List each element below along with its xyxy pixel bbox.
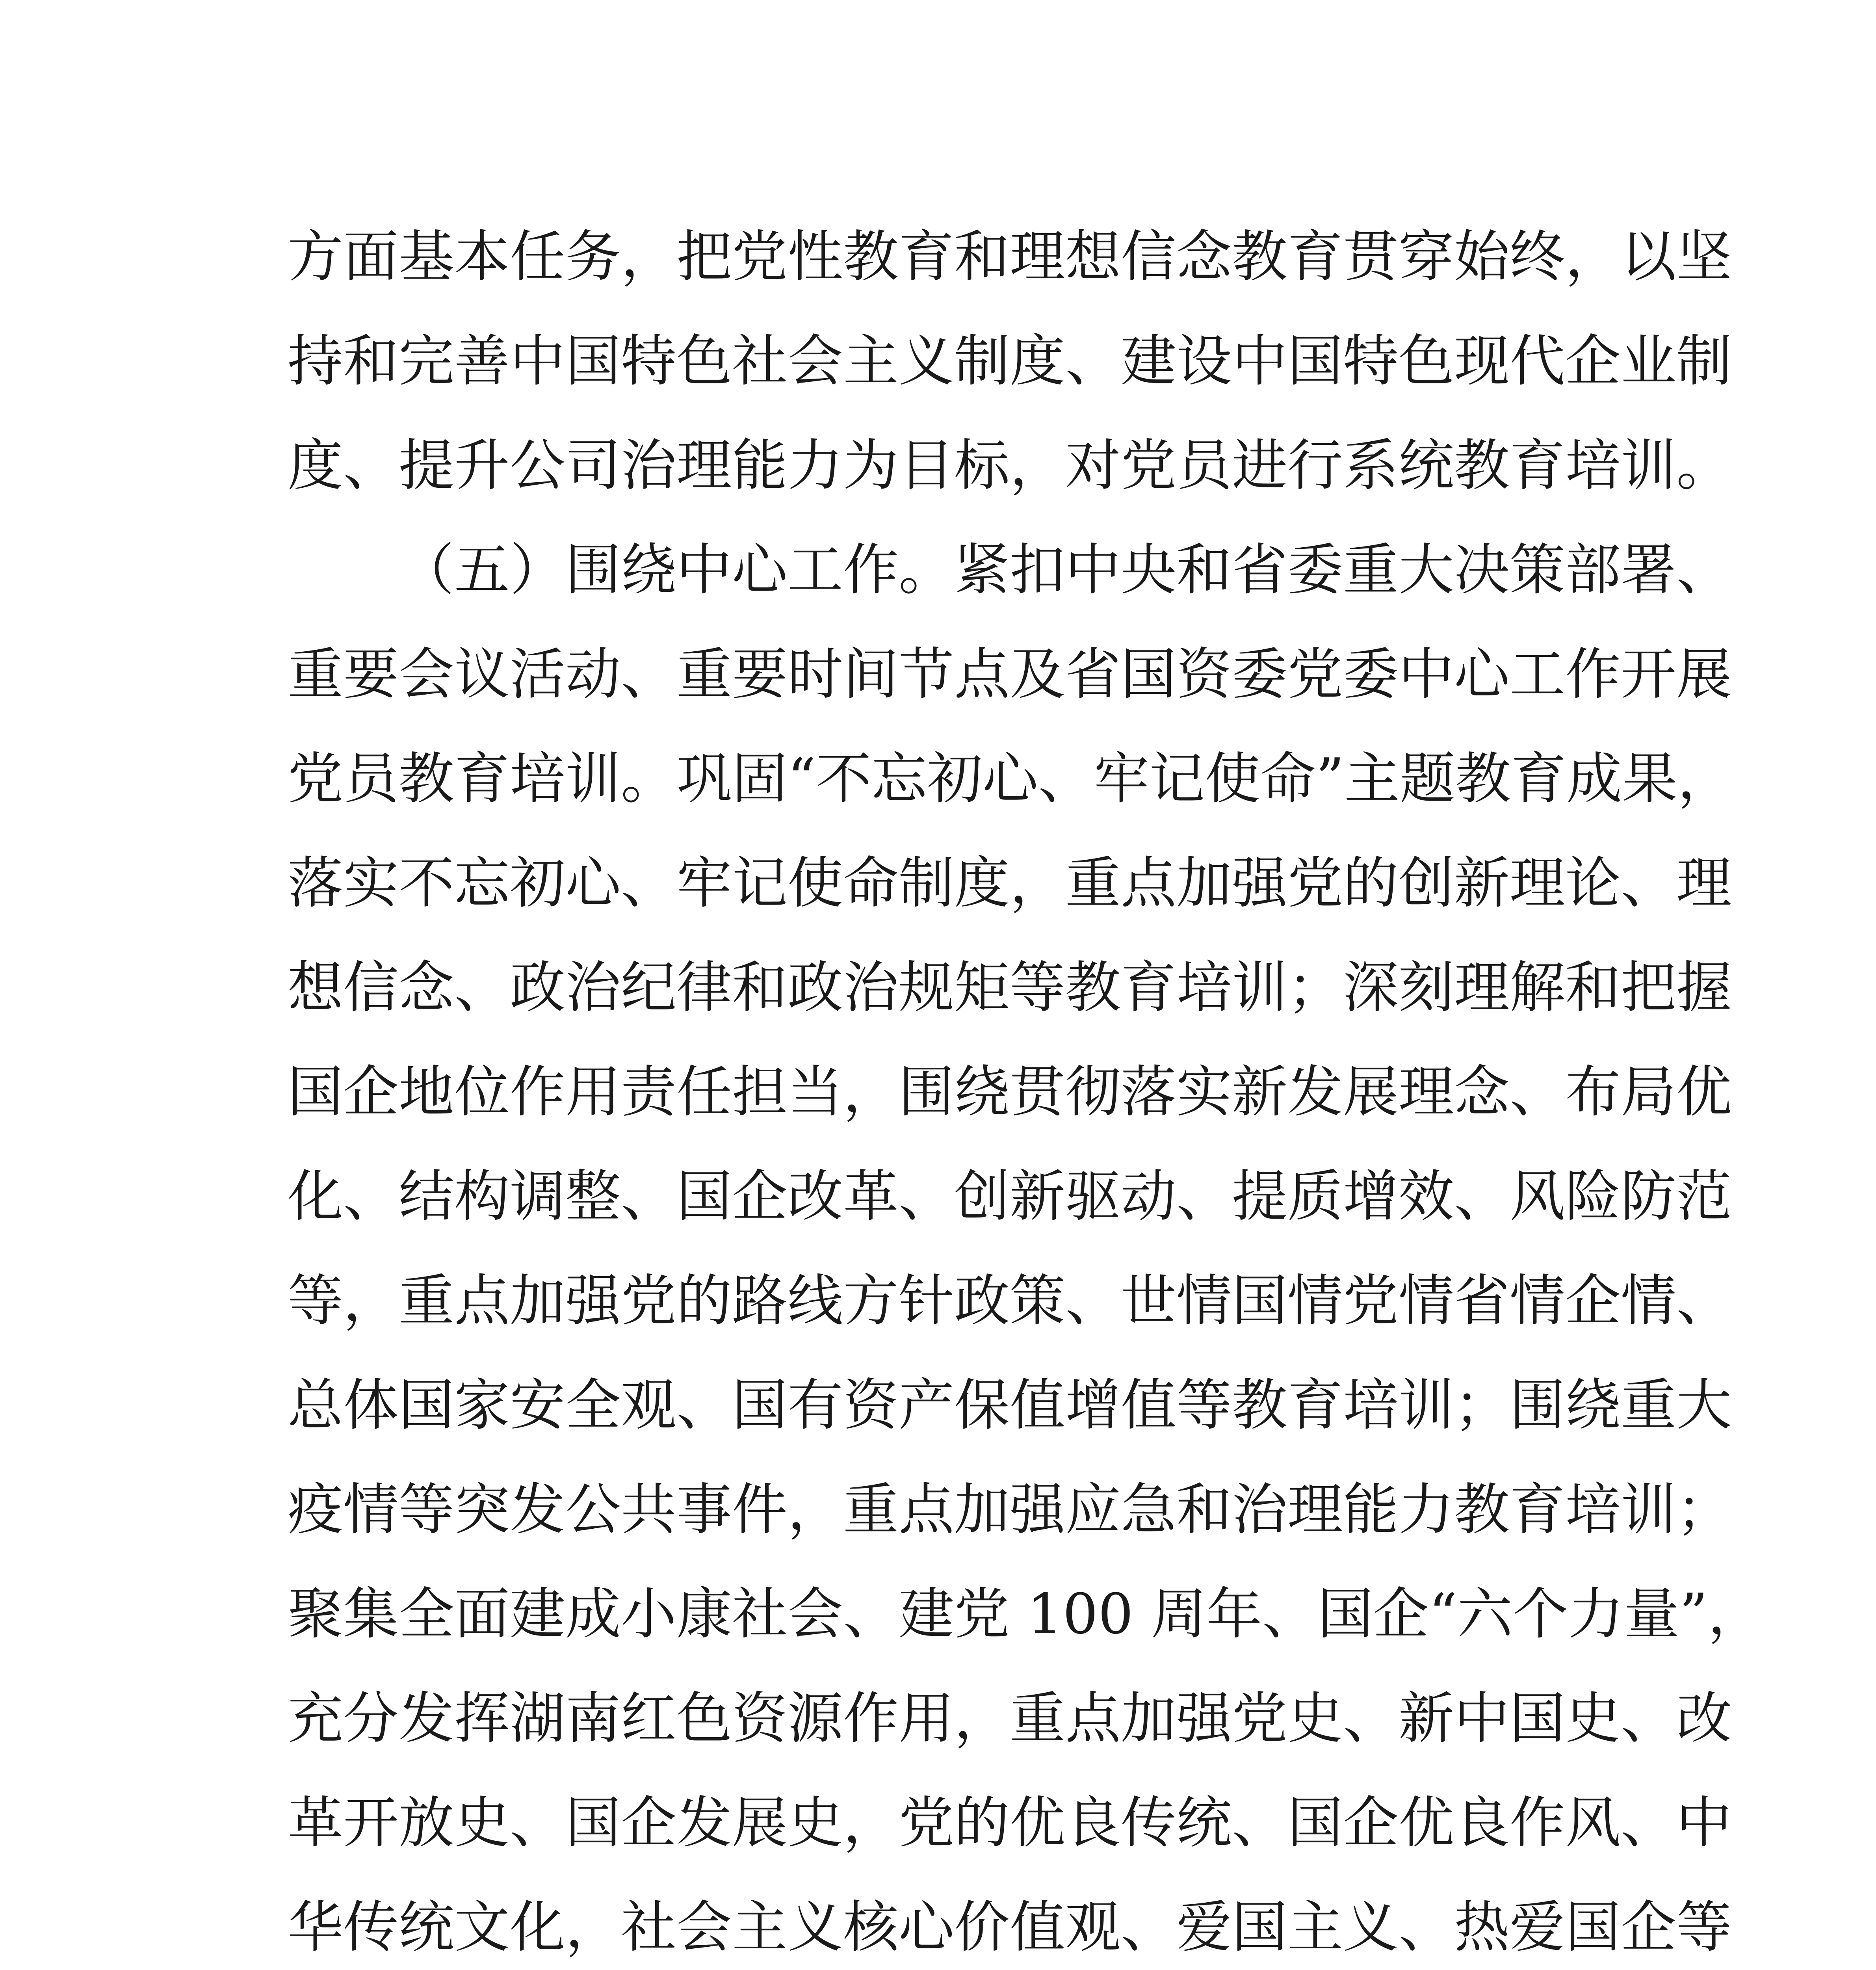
text-line: 等，重点加强党的路线方针政策、世情国情党情省情企情、 <box>288 1269 1732 1333</box>
text-line: 度、提升公司治理能力为目标，对党员进行系统教育培训。 <box>288 433 1732 498</box>
document-body <box>288 205 1763 1970</box>
text-line: 党员教育培训。巩固“不忘初心、牢记使命”主题教育成果， <box>288 747 1733 811</box>
text-line: 重要会议活动、重要时间节点及省国资委党委中心工作开展 <box>288 642 1732 707</box>
section-heading-line <box>288 518 1732 623</box>
text-line: 落实不忘初心、牢记使命制度，重点加强党的创新理论、理 <box>288 851 1732 916</box>
text-line: 华传统文化，社会主义核心价值观、爱国主义、热爱国企等 <box>288 1895 1732 1960</box>
text-line: 充分发挥湖南红色资源作用，重点加强党史、新中国史、改 <box>288 1686 1732 1751</box>
text-line: 疫情等突发公共事件，重点加强应急和治理能力教育培训； <box>288 1478 1732 1542</box>
text-line: 化、结构调整、国企改革、创新驱动、提质增效、风险防范 <box>288 1164 1732 1229</box>
text-line: 持和完善中国特色社会主义制度、建设中国特色现代企业制 <box>288 329 1732 394</box>
text-line: 总体国家安全观、国有资产保值增值等教育培训；围绕重大 <box>288 1373 1732 1438</box>
text-line: 方面基本任务，把党性教育和理想信念教育贯穿始终，以坚 <box>288 225 1732 289</box>
text-line: 聚集全面建成小康社会、建党 100 周年、国企“六个力量”， <box>288 1582 1763 1647</box>
text-run: 。紧扣中央和省委重大决策部署、 <box>899 538 1732 602</box>
text-line: 国企地位作用责任担当，围绕贯彻落实新发展理念、布局优 <box>288 1060 1732 1124</box>
text-line: 想信念、政治纪律和政治规矩等教育培训；深刻理解和把握 <box>288 955 1732 1020</box>
section-heading: （五）围绕中心工作 <box>399 538 899 602</box>
text-line: 革开放史、国企发展史，党的优良传统、国企优良作风、中 <box>288 1791 1732 1855</box>
